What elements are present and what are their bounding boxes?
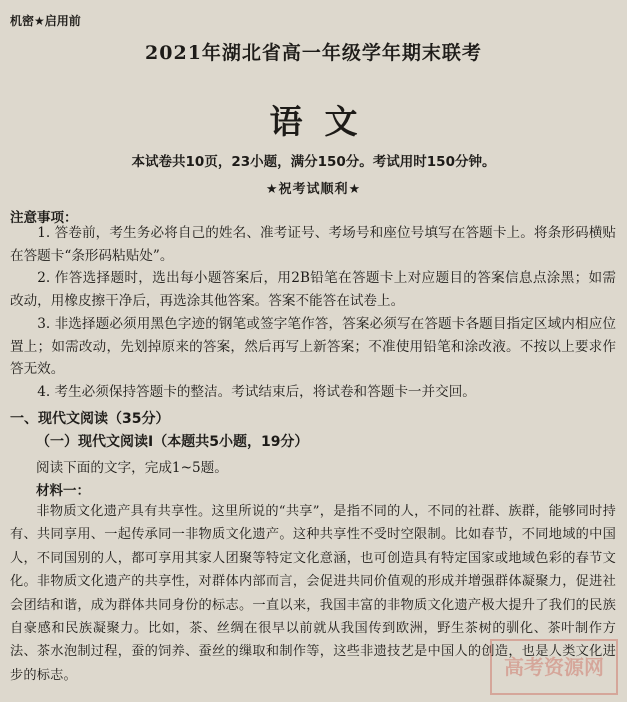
reading-instruction: 阅读下面的文字，完成1~5题。 bbox=[36, 460, 228, 476]
exam-info: 本试卷共10页，23小题，满分150分。考试用时150分钟。 bbox=[131, 154, 496, 170]
svg-text:高考资源网: 高考资源网 bbox=[504, 655, 604, 679]
notice-title: 注意事项： bbox=[10, 210, 78, 226]
notice-list bbox=[10, 222, 616, 404]
article-paragraph: 非物质文化遗产具有共享性。这里所说的“共享”，是指不同的人，不同的社群、族群，能够同时持有、共同享用、一起传承同一非物质文化遗产。这种共享性不受时空限制。比如春节，不同地域的中国人，不同国别的人，都可享用其家人团聚等特定文化意涵，也可创造具有特定国家或地域色彩的春节文化。非物质文化遗产的共享性，对群体内部而言，会促进共同价值观的形成并增强群体凝聚力，促进社会团结和谐，成为群体共同身份的标志。一直以来，我国丰富的非物质文化遗产极大提升了我们的民族自豪感和民族凝聚力。比如，茶、丝绸在很早以前就从我国传到欧洲，野生茶树的驯化、茶叶制作方法、茶水泡制过程，蚕的饲养、蚕丝的缫取和制作等，这些非遗技艺是中国人的创造，也是人类文化进步的标志。 bbox=[10, 504, 616, 683]
material-label: 材料一： bbox=[36, 483, 90, 499]
notice-item: 3. 非选择题必须用黑色字迹的钢笔或签字笔作答，答案必须写在答题卡各题目指定区域内相应位置上；如需改动，先划掉原来的答案，然后再写上新答案；不准使用铅笔和涂改液。不按以上要求作答无效。 bbox=[10, 315, 616, 378]
section-heading: 一、现代文阅读（35分） bbox=[10, 411, 170, 427]
notice-item: 4. 考生必须保持答题卡的整洁。考试结束后，将试卷和答题卡一并交回。 bbox=[37, 383, 476, 400]
confidential-label: 机密★启用前 bbox=[10, 14, 81, 28]
notice-item: 2. 作答选择题时，选出每小题答案后，用2B铅笔在答题卡上对应题目的答案信息点涂黑；如需改动，用橡皮擦干净后，再选涂其他答案。答案不能答在试卷上。 bbox=[10, 270, 616, 310]
subject-title: 语文 bbox=[269, 102, 380, 141]
sub-section-heading: （一）现代文阅读Ⅰ（本题共5小题，19分） bbox=[36, 434, 309, 450]
good-luck-line: ★祝考试顺利★ bbox=[265, 182, 362, 197]
watermark-logo bbox=[489, 638, 619, 696]
exam-title: 2021年湖北省高一年级学年期末联考 bbox=[145, 42, 482, 64]
notice-item: 1. 答卷前，考生务必将自己的姓名、准考证号、考场号和座位号填写在答题卡上。将条形码横贴在答题卡“条形码粘贴处”。 bbox=[10, 225, 616, 264]
